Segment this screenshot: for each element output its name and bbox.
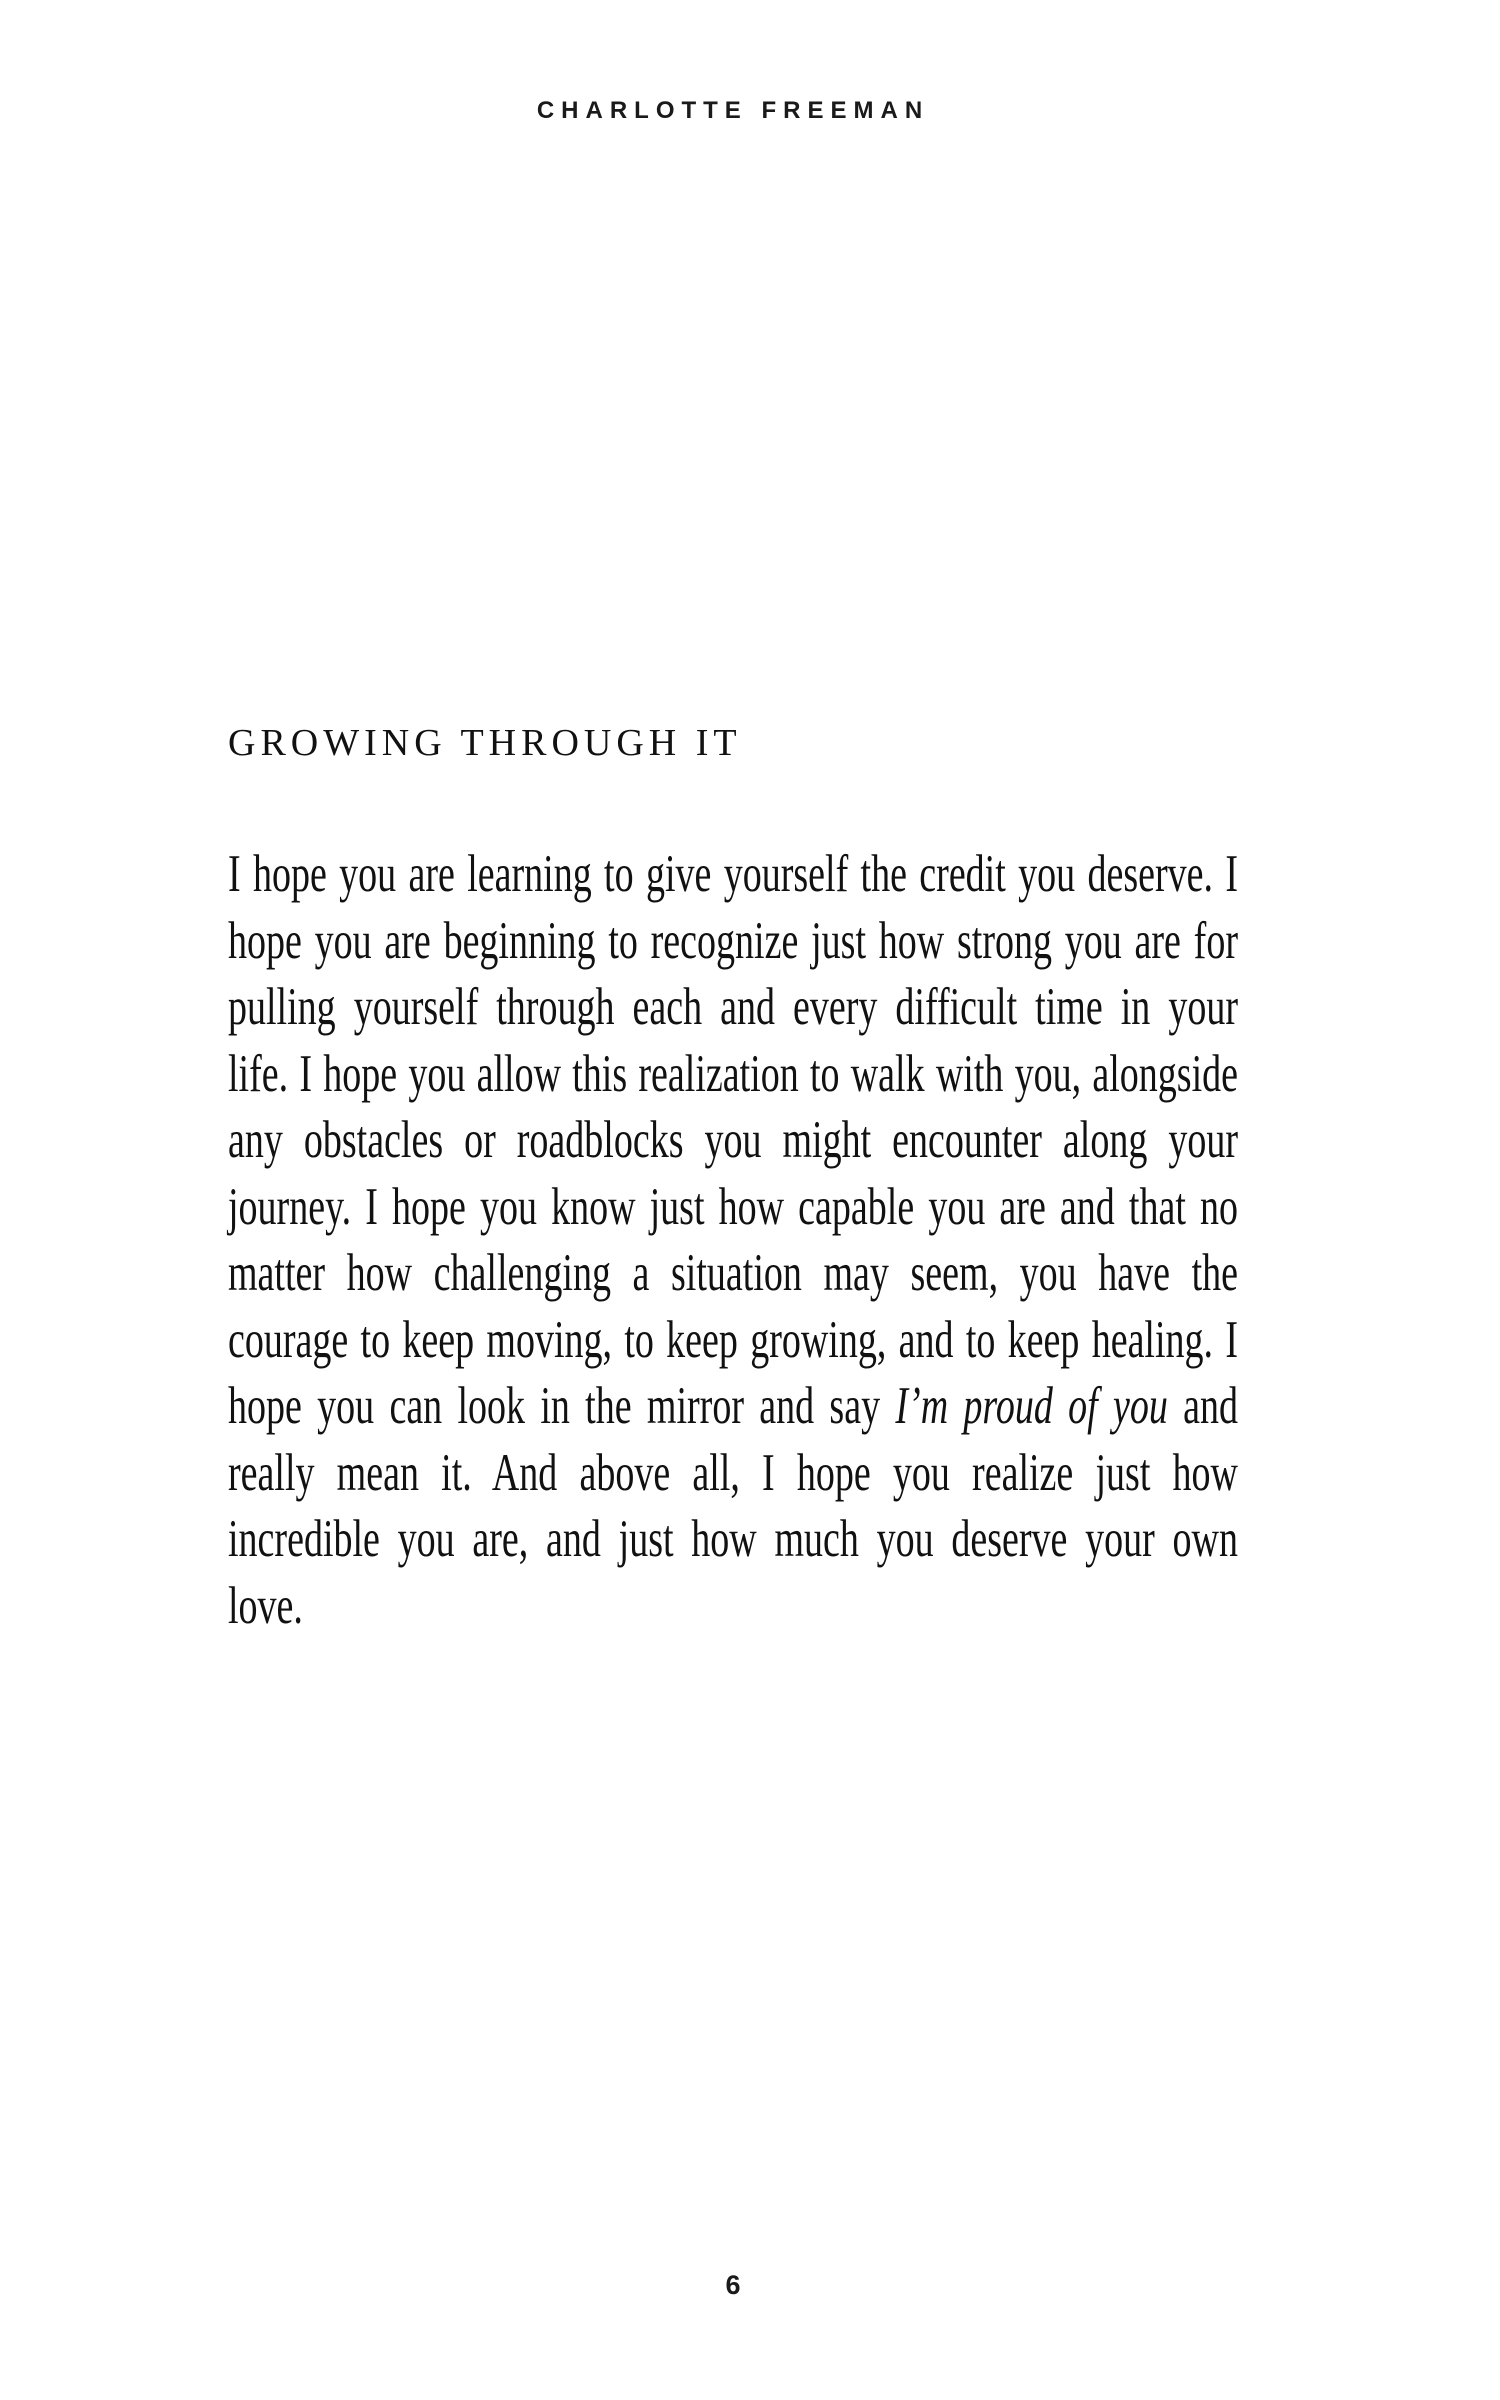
author-name: CHARLOTTE FREEMAN [536,97,930,124]
chapter-title: GROWING THROUGH IT [228,722,742,764]
body-paragraph [228,842,1238,1640]
body-text-before-italic: I hope you are learning to give yourself the credit you deserve. I hope you are beginning to recognize just how strong you are for pulling yourself through each and every difficult time in your life. I hope you allow this realization to walk with you, alongside any obstacles or roadblocks you might encounter along your journey. I hope you know just how capable you are and that no matter how challenging a situation may seem, you have the courage to keep moving, to keep growing, and to keep healing. I hope you can look in the mirror and say [228,844,1238,1436]
running-header [228,99,1238,123]
body-text-after-italic: and really mean it. And above all, I hope you realize just how incredible you are, and just how much you deserve your own love. [228,1376,1238,1636]
page-footer [228,2272,1238,2299]
italic-phrase: I’m proud of you [895,1376,1168,1436]
page-number: 6 [725,2270,741,2300]
